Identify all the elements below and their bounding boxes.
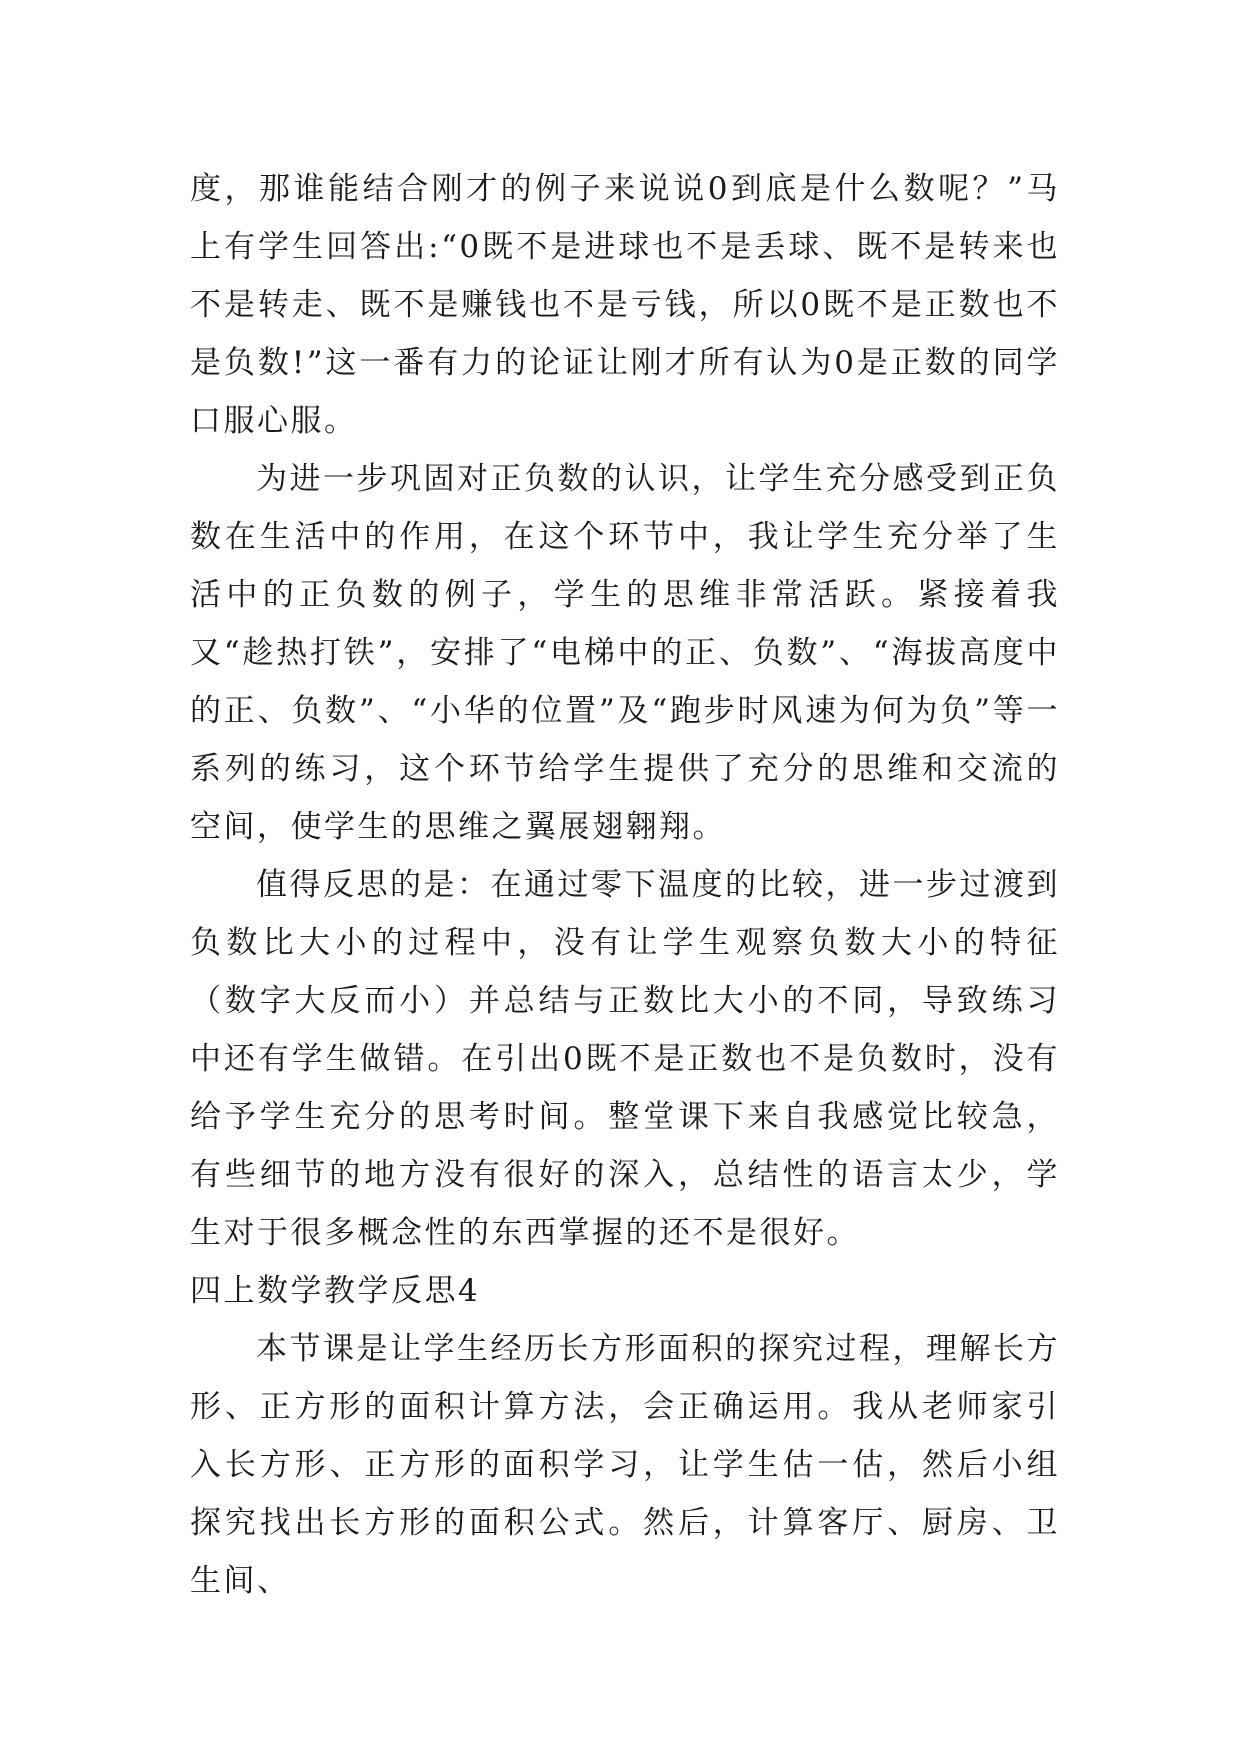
paragraph-practice: 为进一步巩固对正负数的认识，让学生充分感受到正负数在生活中的作用，在这个环节中，我让学生充分举了生活中的正负数的例子，学生的思维非常活跃。紧接着我又“趁热打铁”，安排了“电梯中的正、负数”、“海拔高度中的正、负数”、“小华的位置”及“跑步时风速为何为负”等一系列的练习，这个环节给学生提供了充分的思维和交流的空间，使学生的思维之翼展翅翱翔。 [190,461,1060,845]
paragraph-continuation: 度，那谁能结合刚才的例子来说说0到底是什么数呢？”马上有学生回答出:“0既不是进球也不是丢球、既不是转来也不是转走、既不是赚钱也不是亏钱，所以0既不是正数也不是负数!”这一番有力的论证让刚才所有认为0是正数的同学口服心服。 [190,171,1060,439]
section-heading: 四上数学教学反思4 [190,1273,481,1309]
document-body [190,160,1060,1610]
paragraph-reflection: 值得反思的是：在通过零下温度的比较，进一步过渡到负数比大小的过程中，没有让学生观察负数大小的特征（数字大反而小）并总结与正数比大小的不同，导致练习中还有学生做错。在引出0既不是正数也不是负数时，没有给予学生充分的思考时间。整堂课下来自我感觉比较急，有些细节的地方没有很好的深入，总结性的语言太少，学生对于很多概念性的东西掌握的还不是很好。 [190,867,1060,1251]
paragraph-area-lesson: 本节课是让学生经历长方形面积的探究过程，理解长方形、正方形的面积计算方法，会正确运用。我从老师家引入长方形、正方形的面积学习，让学生估一估，然后小组探究找出长方形的面积公式。然后，计算客厅、厨房、卫生间、 [190,1331,1060,1599]
